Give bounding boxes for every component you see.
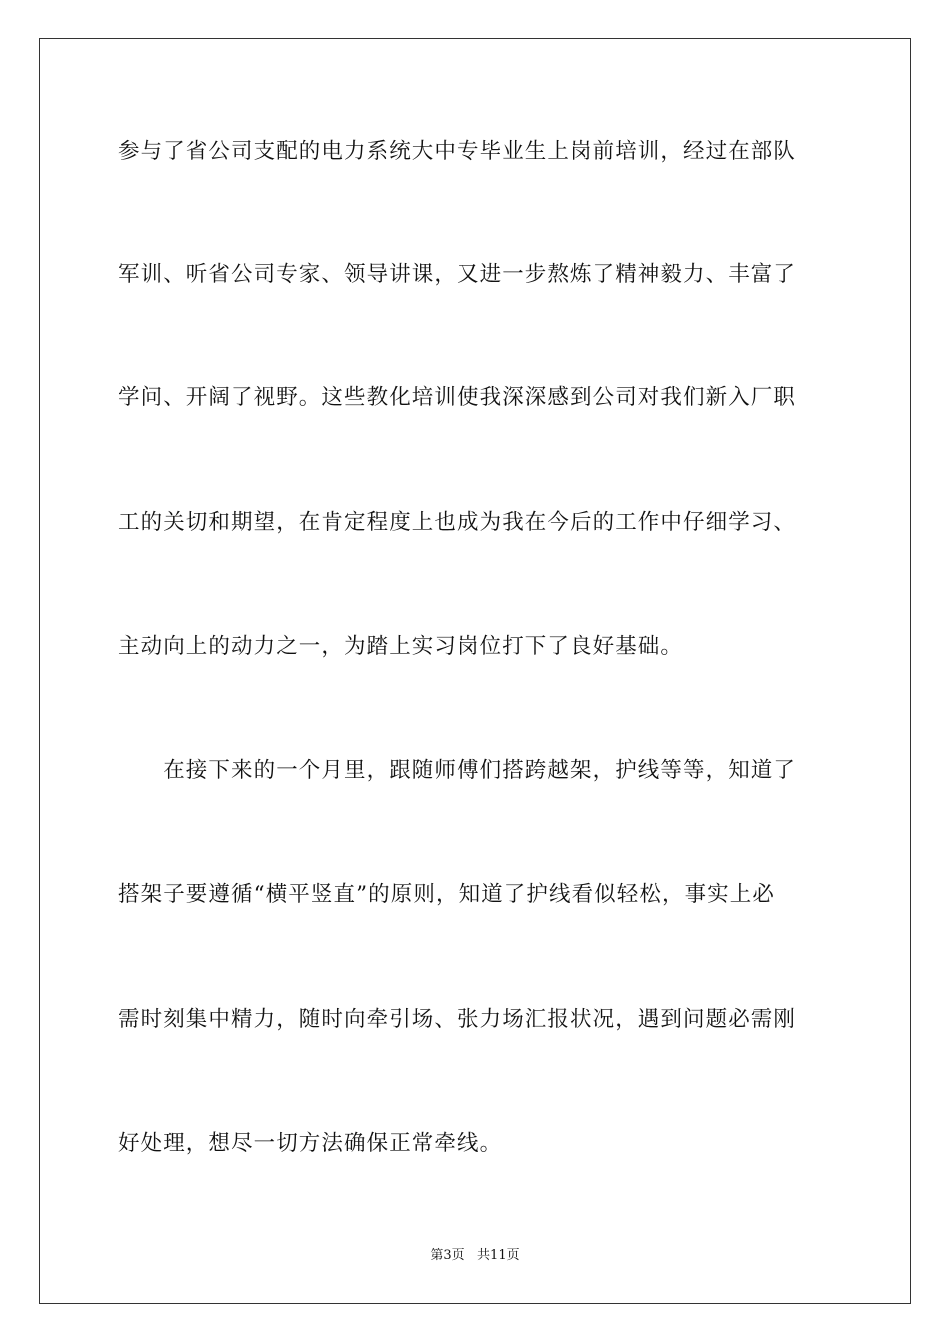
- text-line: 学问、开阔了视野。这些教化培训使我深深感到公司对我们新入厂职: [118, 385, 797, 410]
- text-line: 参与了省公司支配的电力系统大中专毕业生上岗前培训，经过在部队: [118, 139, 797, 164]
- page-border: [39, 38, 911, 1304]
- text-line: 搭架子要遵循“横平竖直”的原则，知道了护线看似轻松，事实上必: [118, 882, 775, 907]
- page-number-footer: 第3页 共11页: [430, 1248, 520, 1263]
- text-line: 需时刻集中精力，随时向牵引场、张力场汇报状况，遇到问题必需刚: [118, 1007, 797, 1032]
- text-line: 工的关切和期望，在肯定程度上也成为我在今后的工作中仔细学习、: [118, 510, 797, 535]
- paragraph-start-line: 在接下来的一个月里，跟随师傅们搭跨越架，护线等等，知道了: [118, 758, 797, 783]
- text-line: 好处理，想尽一切方法确保正常牵线。: [118, 1131, 503, 1156]
- text-line: 军训、听省公司专家、领导讲课，又进一步熬炼了精神毅力、丰富了: [118, 262, 797, 287]
- text-line: 主动向上的动力之一，为踏上实习岗位打下了良好基础。: [118, 634, 684, 659]
